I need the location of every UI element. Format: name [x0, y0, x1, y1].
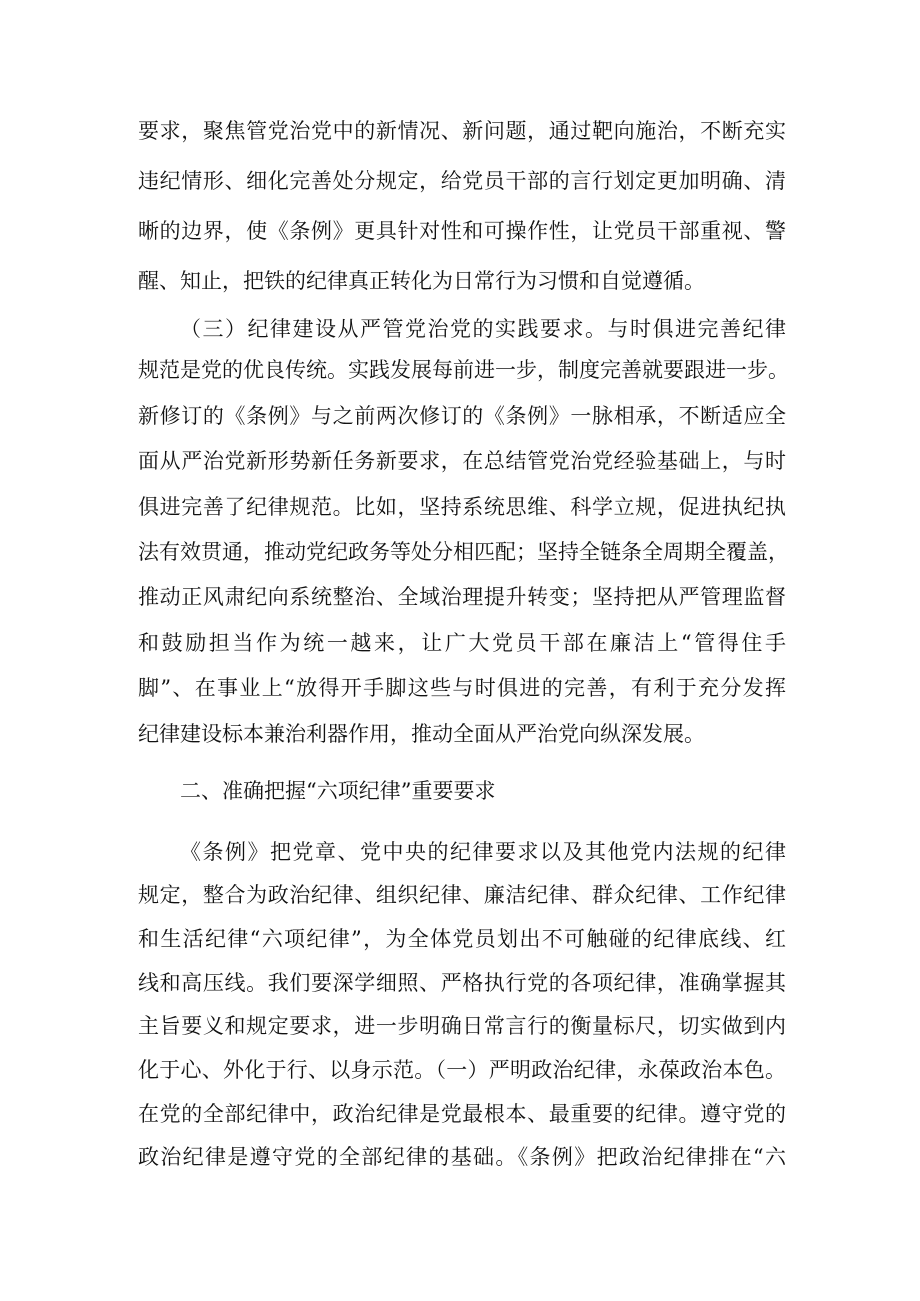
paragraph-3-line-2: 规定，整合为政治纪律、组织纪律、廉洁纪律、群众纪律、工作纪律: [138, 883, 786, 907]
paragraph-3-line-5: 主旨要义和规定要求，进一步明确日常言行的衡量标尺，切实做到内: [138, 1014, 786, 1038]
paragraph-2-line-8: 和鼓励担当作为统一越来，让广大党员干部在廉洁上“管得住手: [138, 631, 786, 655]
paragraph-2-line-5: 俱进完善了纪律规范。比如，坚持系统思维、科学立规，促进执纪执: [138, 495, 786, 519]
paragraph-3-line-6: 化于心、外化于行、以身示范。（一）严明政治纪律，永葆政治本色。: [138, 1058, 786, 1082]
paragraph-2-line-2: 规范是党的优良传统。实践发展每前进一步，制度完善就要跟进一步。: [138, 358, 789, 382]
paragraph-2-line-4: 面从严治党新形势新任务新要求，在总结管党治党经验基础上，与时: [138, 449, 786, 473]
paragraph-2-line-7: 推动正风肃纪向系统整治、全域治理提升转变；坚持把从严管理监督: [138, 585, 786, 609]
paragraph-1-line-2: 违纪情形、细化完善处分规定，给党员干部的言行划定更加明确、清: [138, 169, 786, 193]
paragraph-2-line-6: 法有效贯通，推动党纪政务等处分相匹配；坚持全链条全周期全覆盖，: [138, 540, 789, 564]
paragraph-3-line-4: 线和高压线。我们要深学细照、严格执行党的各项纪律，准确掌握其: [138, 971, 786, 995]
section-heading: 二、准确把握“六项纪律”重要要求: [180, 779, 496, 803]
paragraph-3-line-1: 《条例》把党章、党中央的纪律要求以及其他党内法规的纪律: [180, 840, 786, 864]
paragraph-3-line-3: 和生活纪律“六项纪律”，为全体党员划出不可触碰的纪律底线、红: [138, 927, 786, 951]
paragraph-2-line-10: 纪律建设标本兼治利器作用，推动全面从严治党向纵深发展。: [138, 722, 705, 746]
paragraph-2-line-9: 脚”、在事业上“放得开手脚这些与时俱进的完善，有利于充分发挥: [138, 676, 786, 700]
paragraph-2-line-3: 新修订的《条例》与之前两次修订的《条例》一脉相承，不断适应全: [138, 404, 786, 428]
paragraph-3-line-8: 政治纪律是遵守党的全部纪律的基础。《条例》把政治纪律排在“六: [138, 1145, 786, 1169]
paragraph-2-line-1: （三）纪律建设从严管党治党的实践要求。与时俱进完善纪律: [180, 317, 786, 341]
paragraph-1-line-3: 晰的边界，使《条例》更具针对性和可操作性，让党员干部重视、警: [138, 219, 786, 243]
paragraph-1-line-4: 醒、知止，把铁的纪律真正转化为日常行为习惯和自觉遵循。: [138, 269, 705, 293]
paragraph-3-line-7: 在党的全部纪律中，政治纪律是党最根本、最重要的纪律。遵守党的: [138, 1102, 786, 1126]
paragraph-1-line-1: 要求，聚焦管党治党中的新情况、新问题，通过靶向施治，不断充实: [138, 119, 786, 143]
